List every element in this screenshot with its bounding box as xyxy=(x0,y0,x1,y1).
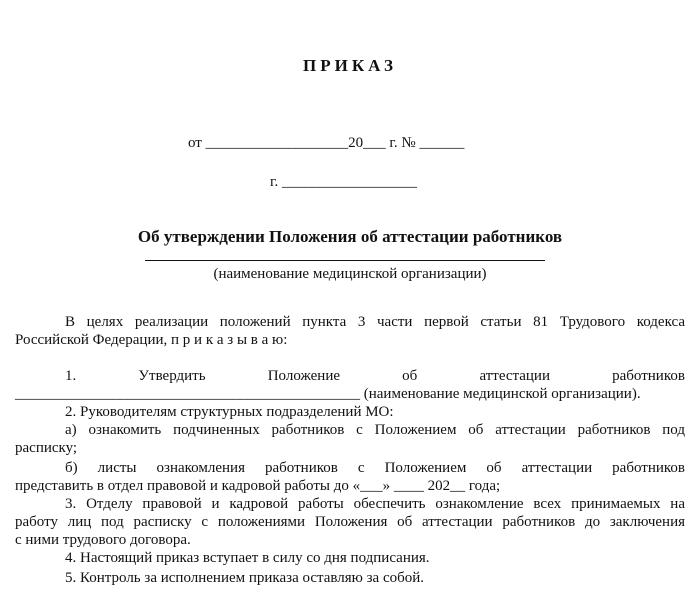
item-4: 4. Настоящий приказ вступает в силу со дня подписания. xyxy=(65,550,430,566)
item-2a-line-2: расписку; xyxy=(15,440,78,456)
item-2: 2. Руководителям структурных подразделений МО: xyxy=(65,404,394,420)
item-2b-line-1: б) листы ознакомления работников с Положением об аттестации работников xyxy=(65,460,685,476)
item-1-line-1 xyxy=(65,367,685,385)
item-5: 5. Контроль за исполнением приказа оставляю за собой. xyxy=(65,570,425,586)
preamble-line-1: В целях реализации положений пункта 3 части первой статьи 81 Трудового кодекса xyxy=(65,314,685,330)
preamble-line-2 xyxy=(15,331,287,349)
item-3-line-3: с ними трудового договора. xyxy=(15,532,191,548)
item-2b-line-2: представить в отдел правовой и кадровой работы до «___» ____ 202__ года; xyxy=(15,478,501,494)
item-3-line-1: 3. Отделу правовой и кадровой работы обеспечить ознакомление всех принимаемых на xyxy=(65,496,685,512)
item-3-line-2: работу лиц под расписку с положениями Положения об аттестации работников до заключения xyxy=(15,514,685,530)
item-1-word: Положение xyxy=(267,368,341,384)
item-1-line-2: ______________________________________________ (наименование медицинской организации). xyxy=(15,386,641,402)
organization-caption: (наименование медицинской организации) xyxy=(213,266,487,282)
preamble-command: п р и к а з ы в а ю: xyxy=(171,332,288,348)
place-line: г. __________________ xyxy=(270,174,417,190)
item-1-word: 1. xyxy=(65,368,77,384)
date-number-line: от ___________________20___ г. № ______ xyxy=(188,135,465,151)
document-title: ПРИКАЗ xyxy=(303,56,397,75)
item-1-word: аттестации xyxy=(479,368,550,384)
preamble-text: Российской Федерации, xyxy=(15,332,168,348)
item-1-word: работников xyxy=(612,368,685,384)
organization-name-line xyxy=(145,259,545,261)
item-1-word: Утвердить xyxy=(138,368,206,384)
document-heading: Об утверждении Положения об аттестации работников xyxy=(137,227,563,246)
item-1-word: об xyxy=(402,368,418,384)
item-2a-line-1: а) ознакомить подчиненных работников с Положением об аттестации работников под xyxy=(65,422,685,438)
